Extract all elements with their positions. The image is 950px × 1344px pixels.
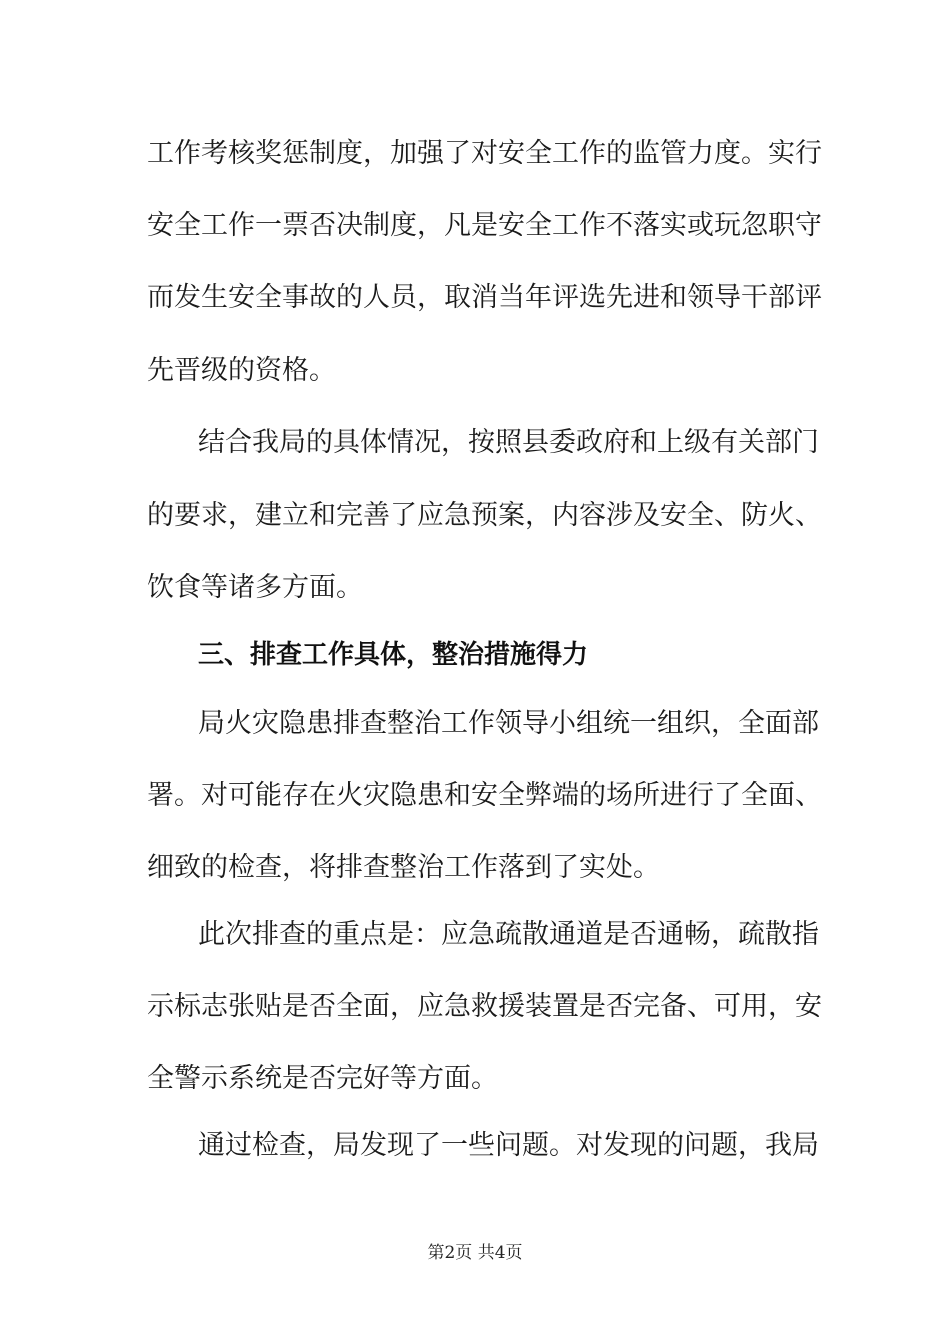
paragraph-line: 先晋级的资格。	[147, 355, 336, 386]
paragraph-line: 饮食等诸多方面。	[147, 572, 363, 603]
paragraph-line: 工作考核奖惩制度，加强了对安全工作的监管力度。实行	[147, 138, 822, 169]
paragraph-line: 而发生安全事故的人员，取消当年评选先进和领导干部评	[147, 282, 822, 313]
page-number: 第2页 共4页	[427, 1243, 523, 1263]
paragraph-line: 示标志张贴是否全面，应急救援装置是否完备、可用，安	[147, 991, 822, 1022]
paragraph-line: 全警示系统是否完好等方面。	[147, 1063, 498, 1094]
paragraph-line: 细致的检查，将排查整治工作落到了实处。	[147, 852, 660, 883]
paragraph-line: 的要求，建立和完善了应急预案，内容涉及安全、防火、	[147, 500, 822, 531]
paragraph-line: 结合我局的具体情况，按照县委政府和上级有关部门	[198, 427, 819, 458]
paragraph-line: 局火灾隐患排查整治工作领导小组统一组织，全面部	[198, 708, 819, 739]
paragraph-line: 署。对可能存在火灾隐患和安全弊端的场所进行了全面、	[147, 780, 822, 811]
paragraph-line: 通过检查，局发现了一些问题。对发现的问题，我局	[198, 1130, 819, 1161]
paragraph-line: 此次排查的重点是：应急疏散通道是否通畅，疏散指	[198, 919, 819, 950]
paragraph-line: 安全工作一票否决制度，凡是安全工作不落实或玩忽职守	[147, 210, 822, 241]
section-heading: 三、排查工作具体，整治措施得力	[198, 640, 589, 670]
